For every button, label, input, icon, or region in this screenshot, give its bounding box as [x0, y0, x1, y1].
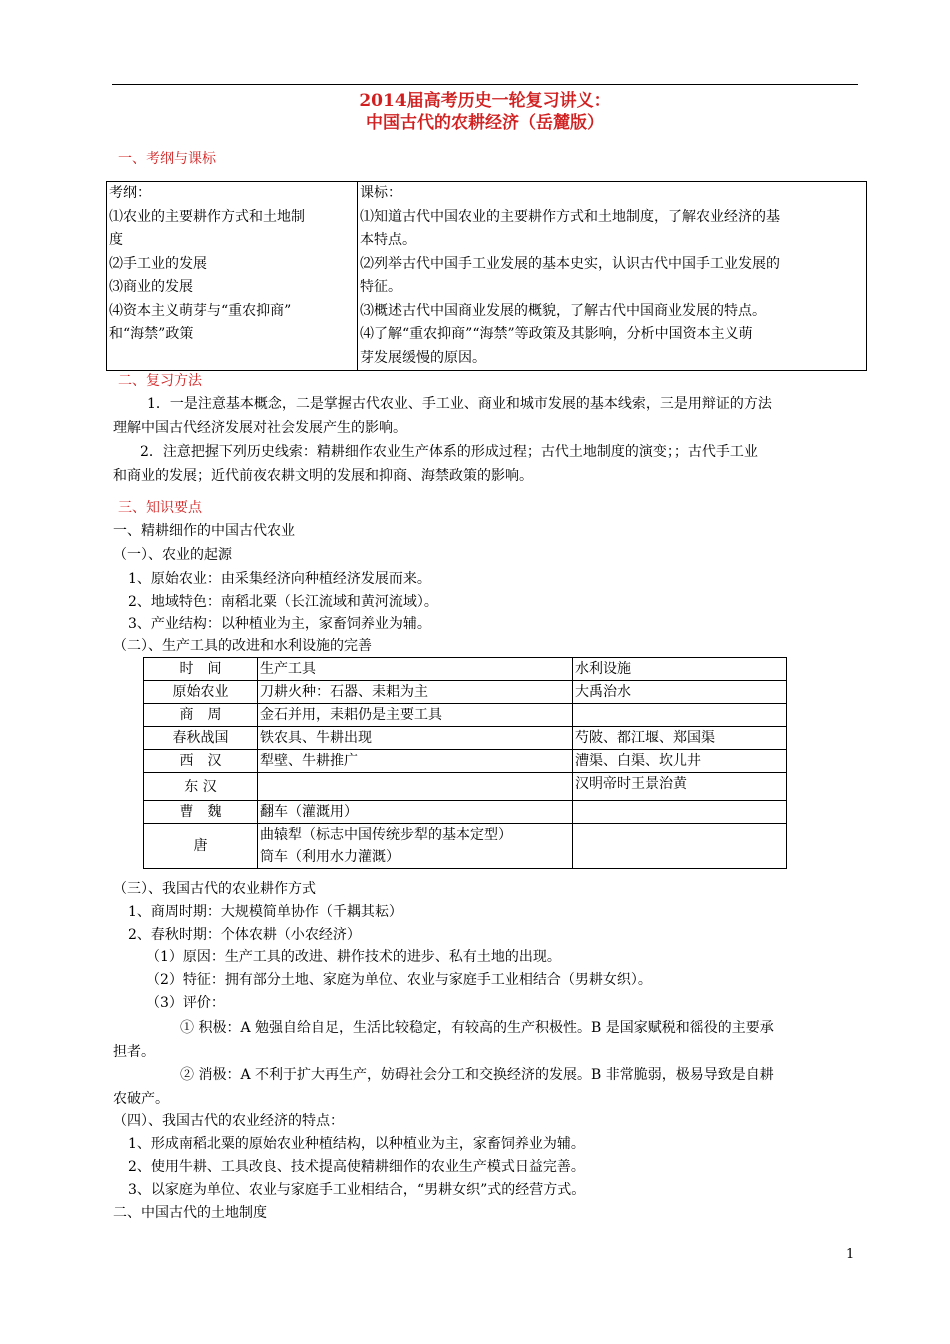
syllabus-right-line: ⑵列举古代中国手工业发展的基本史实，认识古代中国手工业发展的 — [360, 255, 780, 272]
sub3-subitem: （3）评价： — [146, 995, 225, 1011]
sub4-item: 3、以家庭为单位、农业与家庭手工业相结合，“男耕女织”式的经营方式。 — [128, 1182, 586, 1198]
cell-tools: 翻车（灌溉用） — [258, 801, 573, 824]
section3-heading: 三、知识要点 — [118, 500, 202, 516]
cell-tools — [258, 773, 573, 801]
cell-tools: 金石并用，耒耜仍是主要工具 — [258, 704, 573, 727]
header-water: 水利设施 — [573, 658, 787, 681]
sub4-item: 2、使用牛耕、工具改良、技术提高使精耕细作的农业生产模式日益完善。 — [128, 1159, 585, 1175]
cell-period: 唐 — [144, 824, 258, 869]
eval-positive-line2: 担者。 — [113, 1044, 155, 1060]
sub2-heading: （二）、生产工具的改进和水利设施的完善 — [113, 638, 372, 654]
section1-heading: 一、考纲与课标 — [118, 151, 216, 167]
header-period: 时 间 — [144, 658, 258, 681]
sub4-heading: （四）、我国古代的农业经济的特点： — [113, 1113, 344, 1129]
table-row — [144, 750, 787, 773]
cell-period: 春秋战国 — [144, 727, 258, 750]
doc-title-line1: 2014届高考历史一轮复习讲义： — [359, 91, 611, 111]
sub1-item: 1、原始农业：由采集经济向种植经济发展而来。 — [128, 571, 431, 587]
sub1-heading: （一）、农业的起源 — [113, 547, 232, 563]
syllabus-right-line: ⑷了解“重农抑商”“海禁”等政策及其影响，分析中国资本主义萌 — [360, 326, 753, 342]
syllabus-left-line: ⑵手工业的发展 — [109, 255, 207, 272]
sub3-subitem: （1）原因：生产工具的改进、耕作技术的进步、私有土地的出现。 — [146, 949, 561, 965]
syllabus-right-line: 本特点。 — [360, 232, 416, 248]
page-number: 1 — [846, 1247, 855, 1262]
syllabus-left-line: ⑴农业的主要耕作方式和土地制 — [109, 208, 305, 225]
eval-negative-line1: ② 消极：A 不利于扩大再生产，妨碍社会分工和交换经济的发展。B 非常脆弱，极易导致是自耕 — [180, 1067, 774, 1083]
table-row — [144, 704, 787, 727]
cell-period: 商 周 — [144, 704, 258, 727]
table-row — [144, 727, 787, 750]
method-para1-line1: 1．一是注意基本概念，二是掌握古代农业、手工业、商业和城市发展的基本线索，三是用辩证的方法 — [147, 396, 772, 412]
table-row — [144, 824, 787, 869]
cell-water — [573, 801, 787, 824]
section2-heading: 二、复习方法 — [118, 373, 202, 389]
cell-tools: 铁农具、牛耕出现 — [258, 727, 573, 750]
syllabus-table — [106, 181, 867, 371]
cell-water: 汉明帝时王景治黄 — [573, 773, 787, 801]
syllabus-left-line: 考纲： — [109, 185, 151, 201]
syllabus-right-cell — [358, 182, 867, 371]
part1-heading: 一、精耕细作的中国古代农业 — [113, 523, 295, 539]
syllabus-right-line: ⑶概述古代中国商业发展的概貌，了解古代中国商业发展的特点。 — [360, 302, 766, 319]
cell-tools: 犁壁、牛耕推广 — [258, 750, 573, 773]
cell-period: 西 汉 — [144, 750, 258, 773]
part2-heading: 二、中国古代的土地制度 — [113, 1205, 267, 1221]
cell-period: 东 汉 — [144, 773, 258, 801]
table-row — [144, 773, 787, 801]
sub3-item: 2、春秋时期：个体农耕（小农经济） — [128, 927, 361, 943]
sub3-item: 1、商周时期：大规模简单协作（千耦其耘） — [128, 904, 403, 920]
method-para1-line2: 理解中国古代经济发展对社会发展产生的影响。 — [113, 420, 407, 436]
table-header-row — [144, 658, 787, 681]
syllabus-row — [107, 182, 867, 371]
cell-water — [573, 824, 787, 869]
cell-water: 漕渠、白渠、坎儿井 — [573, 750, 787, 773]
syllabus-right-line: 课标： — [360, 185, 402, 201]
cell-period: 曹 魏 — [144, 801, 258, 824]
sub3-heading: （三）、我国古代的农业耕作方式 — [113, 881, 316, 897]
cell-tools — [258, 824, 573, 869]
syllabus-right-line: 芽发展缓慢的原因。 — [360, 349, 486, 366]
header-rule — [112, 84, 858, 85]
syllabus-left-line: 度 — [109, 232, 123, 248]
sub1-item: 2、地域特色：南稻北粟（长江流域和黄河流域）。 — [128, 594, 438, 610]
tools-water-table — [143, 657, 787, 869]
header-tools: 生产工具 — [258, 658, 573, 681]
cell-water — [573, 704, 787, 727]
sub4-item: 1、形成南稻北粟的原始农业种植结构，以种植业为主，家畜饲养业为辅。 — [128, 1136, 585, 1152]
method-para2-line1: 2．注意把握下列历史线索：精耕细作农业生产体系的形成过程；古代土地制度的演变；；古代手工业 — [140, 444, 758, 460]
cell-water: 芍陂、都江堰、郑国渠 — [573, 727, 787, 750]
table-row — [144, 801, 787, 824]
eval-positive-line1: ① 积极：A 勉强自给自足，生活比较稳定，有较高的生产积极性。B 是国家赋税和徭役的主要承 — [180, 1020, 774, 1036]
eval-negative-line2: 农破产。 — [113, 1091, 169, 1107]
syllabus-left-line: ⑶商业的发展 — [109, 279, 193, 295]
tang-tool-line: 筒车（利用水力灌溉） — [260, 849, 400, 865]
table-row — [144, 681, 787, 704]
syllabus-left-cell — [107, 182, 358, 371]
sub1-item: 3、产业结构：以种植业为主，家畜饲养业为辅。 — [128, 616, 431, 632]
method-para2-line2: 和商业的发展；近代前夜农耕文明的发展和抑商、海禁政策的影响。 — [113, 468, 533, 484]
doc-title-line2: 中国古代的农耕经济（岳麓版） — [366, 113, 604, 133]
syllabus-right-line: 特征。 — [360, 279, 402, 295]
syllabus-right-line: ⑴知道古代中国农业的主要耕作方式和土地制度，了解农业经济的基 — [360, 208, 780, 225]
cell-tools: 刀耕火种：石器、耒耜为主 — [258, 681, 573, 704]
cell-water: 大禹治水 — [573, 681, 787, 704]
syllabus-left-line: ⑷资本主义萌芽与“重农抑商” — [109, 302, 292, 319]
sub3-subitem: （2）特征：拥有部分土地、家庭为单位、农业与家庭手工业相结合（男耕女织）。 — [146, 972, 652, 988]
cell-period: 原始农业 — [144, 681, 258, 704]
syllabus-left-line: 和“海禁”政策 — [109, 326, 194, 342]
tang-tool-line: 曲辕犁（标志中国传统步犁的基本定型） — [260, 827, 512, 843]
